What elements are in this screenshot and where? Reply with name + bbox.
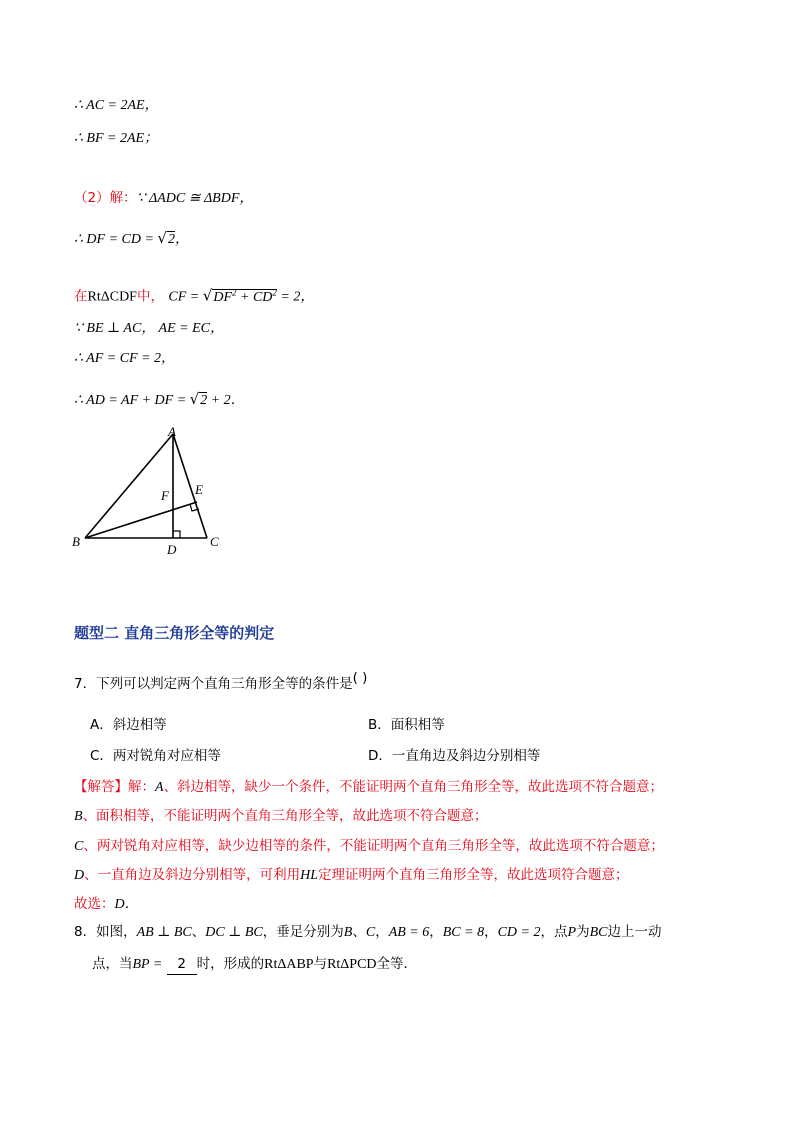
- proof-line-7: ∴ AF = CF = 2，: [74, 351, 176, 366]
- triangle-figure: [60, 420, 240, 560]
- segment-ab: [85, 434, 173, 538]
- proof-line-6: ∵ BE ⊥ AC， AE = EC，: [74, 321, 225, 336]
- q7-answer-line-2: B、面积相等，不能证明两个直角三角形全等，故此选项不符合题意；: [74, 808, 488, 824]
- proof-line-8: ∴ AD = AF + DF = √2 + 2．: [74, 390, 245, 408]
- proof-line-1: ∴ AC = 2AE，: [74, 98, 159, 113]
- q7-answer-line-3: C、两对锐角对应相等，缺少边相等的条件，不能证明两个直角三角形全等，故此选项不符合题意；: [74, 838, 664, 854]
- proof-line-4: ∴ DF = CD = √2，: [74, 229, 189, 247]
- label-d: D: [167, 542, 177, 557]
- label-c: C: [210, 534, 219, 549]
- label-a: A: [168, 424, 176, 439]
- label-e: E: [195, 482, 203, 497]
- q7-answer-line-4: D、一直角边及斜边分别相等，可利用HL定理证明两个直角三角形全等，故此选项符合题意；: [74, 867, 629, 883]
- right-angle-d: [173, 531, 180, 538]
- proof-line-5: 在RtΔCDF中， CF = $√DF^2 + CD^2 = 2$，: [74, 286, 315, 305]
- label-b: B: [72, 534, 80, 549]
- q8-line-1: 8．如图，AB ⊥ BC、DC ⊥ BC，垂足分别为B、C，AB = 6，BC = 8，CD = 2，点P为BC边上一动: [74, 924, 662, 940]
- q7-answer-line-1: 【解答】解：A、斜边相等，缺少一个条件，不能证明两个直角三角形全等，故此选项不符合题意；: [74, 779, 664, 795]
- q7-option-d: D．一直角边及斜边分别相等: [368, 748, 541, 764]
- proof-line-3: （2）解：∵ ΔADC ≅ ΔBDF，: [74, 190, 254, 206]
- q7-stem: 7．下列可以判定两个直角三角形全等的条件是( ): [74, 670, 368, 692]
- q7-answer-line-5: 故选：D．: [74, 896, 139, 912]
- label-f: F: [161, 488, 169, 503]
- proof-line-2: ∴ BF = 2AE；: [74, 131, 159, 146]
- q8-answer-blank: 2: [167, 954, 197, 975]
- q8-line-2: 点，当BP = 2 时，形成的RtΔABP与RtΔPCD全等．: [92, 954, 417, 975]
- section-title: 题型二 直角三角形全等的判定: [74, 624, 275, 642]
- q7-option-b: B．面积相等: [368, 717, 445, 733]
- q7-option-a: A．斜边相等: [90, 717, 167, 733]
- q7-option-c: C．两对锐角对应相等: [90, 748, 221, 764]
